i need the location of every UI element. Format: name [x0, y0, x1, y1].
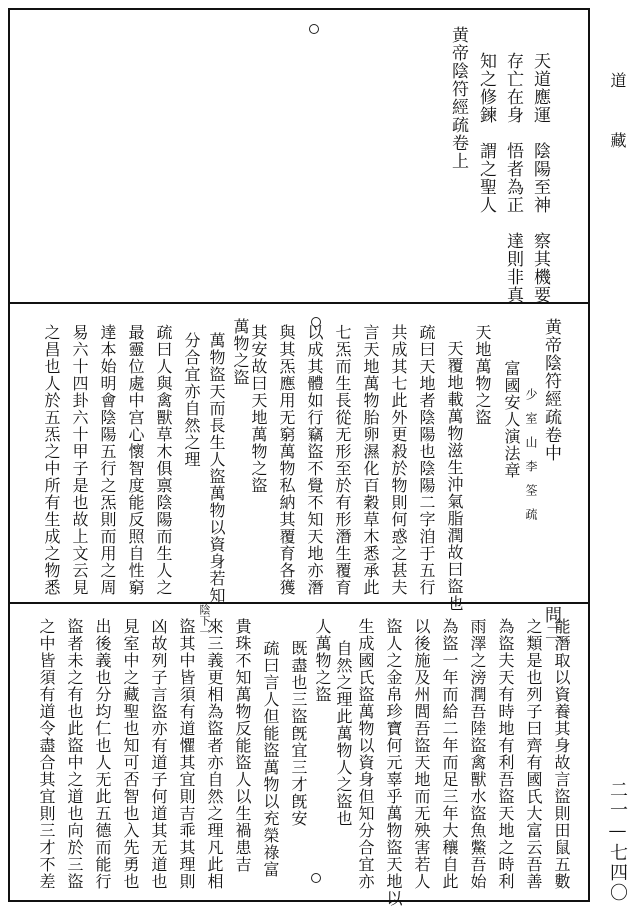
middle-text-line: 分合宜亦自然之理 — [182, 332, 201, 468]
middle-text-line: 天覆地載萬物滋生沖氣脂潤故曰盜也 — [445, 340, 464, 612]
bottom-text-line: 疏曰言人但能盜萬物以充榮祿富 — [261, 640, 280, 878]
bottom-text-line: 為盜一年而給二年而足三年大穰自此 — [440, 618, 459, 890]
middle-text-line: 天地萬物之盜 — [473, 324, 492, 426]
author-line: 少 室 山 李 筌 疏 — [524, 388, 538, 520]
bottom-text-line: 貴珠不知萬物反能盜人以生禍患吉 — [233, 618, 252, 873]
middle-text-line: 其安故曰天地萬物之盜 — [249, 324, 268, 494]
bottom-text-line: 盜其中皆須有道懼其宜則吉乖其理則 — [177, 618, 196, 890]
bottom-text-line: 人萬物之盜 — [313, 618, 332, 703]
bottom-text-line: 為盜夫天有時地有利吾盜天地之時利 — [496, 618, 515, 890]
top-text-line: 天道應運 陰陽至神 察其機要 — [530, 52, 550, 304]
volume-mark: 陰下一 — [198, 604, 211, 637]
middle-volume-title: 黄帝陰符經疏卷中 問二 — [541, 318, 561, 642]
chapter-title: 富國安人演法章 — [502, 360, 521, 479]
binding-hole-bottom — [311, 873, 321, 883]
bottom-text-line: 盜者未之有也此盜中之道也向於三盜 — [65, 618, 84, 890]
bottom-text-line: 雨澤之滂潤吾陸盜禽獸水盜魚鱉吾始 — [468, 618, 487, 890]
page-number: 二一—七四〇 — [607, 780, 628, 903]
side-title: 道 藏 — [608, 72, 627, 162]
top-volume-title: 黄帝陰符經疏卷上 — [448, 26, 468, 170]
bottom-text-line: 既盡也三盜旣宜三才旣安 — [289, 640, 308, 827]
bottom-text-line: 之中皆須有道令盡合其宜則三才不差 — [37, 618, 56, 890]
middle-text-line: 言天地萬物胎卵濕化百穀草木悉承此 — [361, 324, 380, 596]
middle-text-line: 七炁而生長從无形至於有形潛生覆育 — [333, 324, 352, 596]
binding-hole-top — [309, 24, 319, 34]
bottom-text-line: 凶故列子言盜亦有道子何道其无道也 — [149, 618, 168, 890]
middle-text-line: 達本始明會陰陽五行之炁則而用之周 — [98, 324, 117, 596]
top-text-line: 存亡在身 悟者為正 達則非真 — [503, 52, 523, 304]
bottom-text-line: 自然之理此萬物人之盜也 — [334, 640, 353, 827]
middle-text-line: 以成其體如行竊盜不覺不知天地亦潛 — [305, 324, 324, 596]
bottom-text-line: 之類是也列子曰齊有國氏大富云吾善 — [524, 618, 543, 890]
middle-text-line: 疏曰天地者陰陽也陰陽二字洎于五行 — [417, 324, 436, 596]
bottom-text-line: 以後施及州閭吾盜天地而无殃害若人 — [412, 618, 431, 890]
middle-text-line: 萬物之盜 — [231, 318, 250, 386]
middle-text-line: 易六十四卦六十甲子是也故上文云見 — [70, 324, 89, 596]
middle-text-line: 之昌也人於五炁之中所有生成之物悉 — [42, 324, 61, 596]
bottom-text-line: 生成國氏盜萬物以資身但知分合宜亦 — [356, 618, 375, 890]
bottom-text-line: 來三義更相為盜者亦自然之理凡此相 — [205, 618, 224, 890]
bottom-text-line: 能潛取以資養其身故言盜則田鼠五數 — [552, 618, 571, 890]
panel-divider-lower — [8, 602, 590, 604]
middle-text-line: 與其炁應用无窮萬物私納其覆育各獲 — [277, 324, 296, 596]
middle-text-line: 萬物盜天而長生人盜萬物以資身若知 — [207, 332, 226, 604]
bottom-text-line: 盜人之金帛珍寶何元辜乎萬物盜天地以 — [384, 618, 403, 907]
top-text-line: 知之修鍊 謂之聖人 — [476, 52, 496, 214]
bottom-text-line: 見室中之藏聖也知可否智也入先勇也 — [121, 618, 140, 890]
middle-text-line: 最靈位處中宫心懷智度能反照自性窮 — [126, 324, 145, 596]
bottom-text-line: 出後義也分均仁也人无此五德而能行 — [93, 618, 112, 890]
middle-text-line: 共成其七此外更殺於物則何惑之甚夫 — [389, 324, 408, 596]
middle-text-line: 疏曰人與禽獸草木俱禀陰陽而生人之 — [154, 324, 173, 596]
